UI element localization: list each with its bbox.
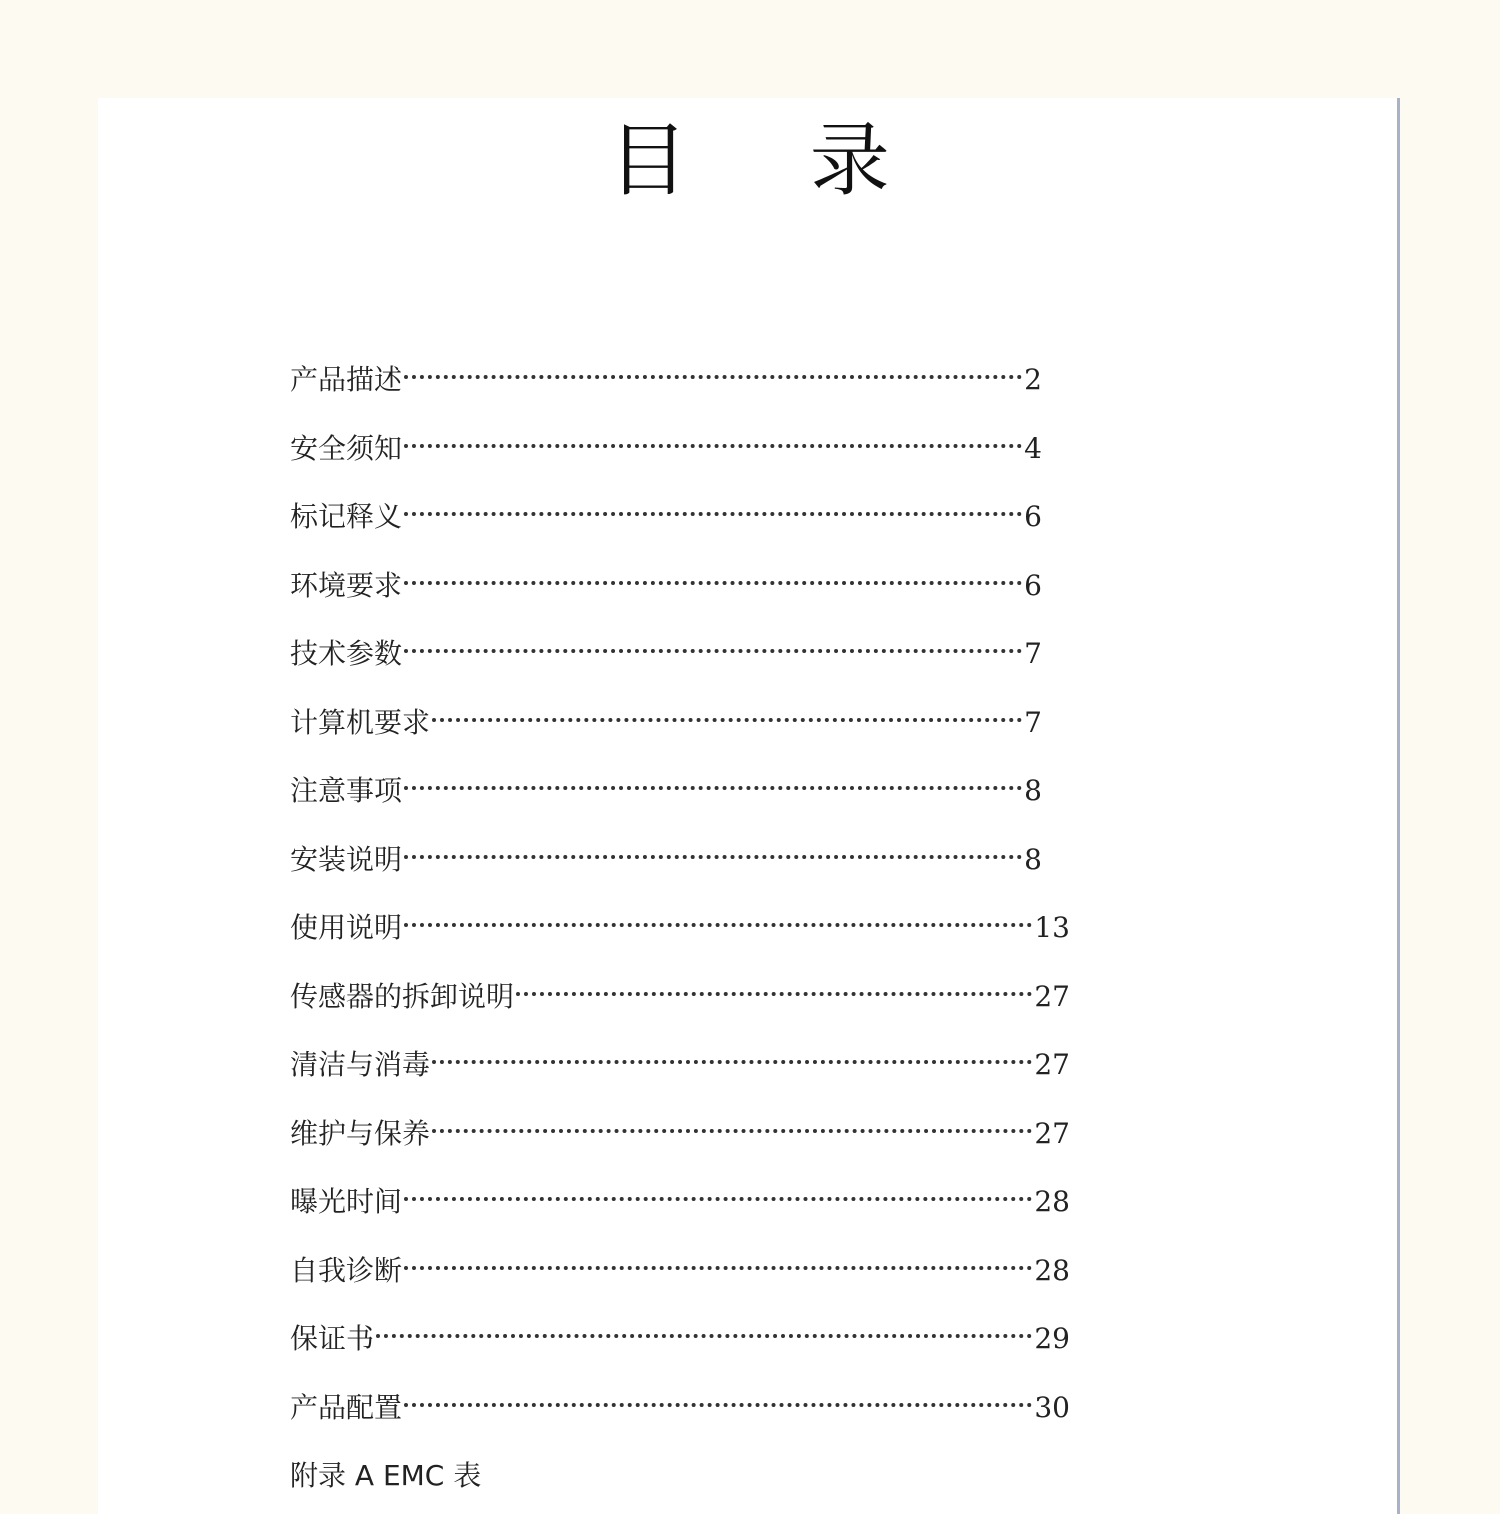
- toc-entry[interactable]: [290, 1045, 1070, 1114]
- toc-entry-page: 2: [1024, 363, 1042, 396]
- toc-entry-page: 8: [1024, 842, 1042, 876]
- toc-entry[interactable]: [290, 360, 1042, 429]
- toc-entry-label: 注意事项: [290, 774, 403, 807]
- toc-entry[interactable]: [290, 1319, 1070, 1388]
- toc-entry-page: 27: [1034, 979, 1070, 1013]
- toc-entry-label: 使用说明: [290, 911, 403, 944]
- toc-entry-page: 30: [1034, 1390, 1070, 1424]
- toc-leader-dots: [404, 512, 1022, 516]
- toc-entry-page: 27: [1034, 1116, 1070, 1150]
- toc-leader-dots: [404, 923, 1032, 927]
- toc-entry-label: 自我诊断: [290, 1253, 403, 1287]
- toc-entry-page: 13: [1034, 911, 1070, 944]
- toc-leader-dots: [404, 1266, 1032, 1270]
- document-page: [98, 98, 1400, 1514]
- toc-entry[interactable]: [290, 771, 1042, 840]
- toc-entry-page: 7: [1024, 637, 1042, 670]
- toc-entry[interactable]: [290, 497, 1042, 566]
- toc-entry-label: 计算机要求: [290, 705, 431, 739]
- toc-leader-dots: [432, 718, 1022, 722]
- toc-entry[interactable]: [290, 634, 1042, 703]
- toc-entry-label: 曝光时间: [290, 1185, 403, 1218]
- toc-entry-label: 标记释义: [290, 500, 403, 533]
- page-title: 目 录: [608, 114, 938, 207]
- toc-entry[interactable]: [290, 840, 1042, 909]
- toc-entry-label: 清洁与消毒: [290, 1048, 431, 1081]
- toc-entry-page: 7: [1024, 705, 1042, 739]
- toc-entry-label: 安全须知: [290, 431, 403, 465]
- toc-leader-dots: [432, 1129, 1032, 1133]
- toc-entry-label: 技术参数: [290, 637, 403, 670]
- toc-entry-page: 27: [1034, 1048, 1070, 1081]
- toc-leader-dots: [404, 444, 1022, 448]
- toc-entry-page: 4: [1024, 431, 1042, 465]
- toc-entry-label: 传感器的拆卸说明: [290, 979, 515, 1013]
- toc-entry-page: 29: [1034, 1322, 1070, 1355]
- toc-leader-dots: [404, 1403, 1032, 1407]
- toc-entry[interactable]: [290, 1114, 1070, 1183]
- toc-entry[interactable]: [290, 1182, 1070, 1251]
- table-of-contents: [290, 360, 1070, 1496]
- toc-entry-page: 6: [1024, 500, 1042, 533]
- toc-entry-label: 产品描述: [290, 363, 403, 396]
- toc-leader-dots: [404, 649, 1022, 653]
- toc-entry[interactable]: [290, 703, 1042, 772]
- toc-entry-label: 保证书: [290, 1322, 375, 1355]
- toc-entry[interactable]: [290, 1251, 1070, 1320]
- toc-leader-dots: [404, 1197, 1032, 1201]
- toc-leader-dots: [404, 855, 1022, 859]
- toc-leader-dots: [432, 1060, 1032, 1064]
- toc-entry-label: 安装说明: [290, 842, 403, 876]
- toc-entry-page: 28: [1034, 1185, 1070, 1218]
- toc-entry-label: 维护与保养: [290, 1116, 431, 1150]
- toc-leader-dots: [516, 992, 1032, 996]
- toc-entry[interactable]: [290, 566, 1042, 635]
- toc-entry-page: 6: [1024, 568, 1042, 602]
- toc-entry-page: 8: [1024, 774, 1042, 807]
- toc-entry[interactable]: [290, 429, 1042, 498]
- toc-leader-dots: [376, 1334, 1032, 1338]
- toc-leader-dots: [404, 786, 1022, 790]
- toc-entry-label: 环境要求: [290, 568, 403, 602]
- toc-entry[interactable]: [290, 908, 1070, 977]
- toc-entry[interactable]: [290, 977, 1070, 1046]
- toc-entry-page: 28: [1034, 1253, 1070, 1287]
- toc-leader-dots: [404, 375, 1022, 379]
- toc-entry[interactable]: [290, 1388, 1070, 1457]
- toc-entry-label: 产品配置: [290, 1390, 403, 1424]
- toc-leader-dots: [404, 581, 1022, 585]
- toc-appendix-entry[interactable]: 附录 A EMC 表: [290, 1459, 482, 1492]
